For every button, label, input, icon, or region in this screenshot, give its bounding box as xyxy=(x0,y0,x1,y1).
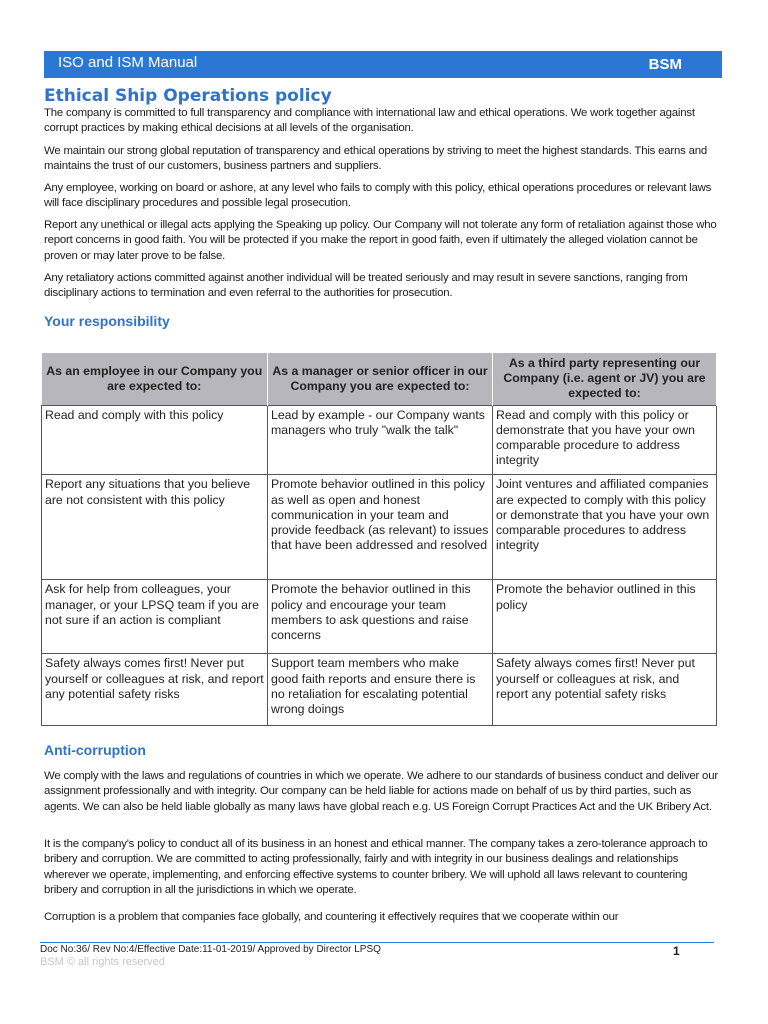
page-title: Ethical Ship Operations policy xyxy=(44,86,332,106)
page-number: 1 xyxy=(673,944,680,958)
copyright-notice: BSM © all rights reserved xyxy=(40,956,165,968)
intro-paragraph-1: The company is committed to full transparency and compliance with international law and ethical operations. We work together against corrupt practices by making ethical decisions at all levels of the organisation. xyxy=(44,107,695,135)
column-header-manager: As a manager or senior officer in our Company you are expected to: xyxy=(268,353,493,405)
table-header-row xyxy=(42,353,717,405)
table-cell: Support team members who make good faith reports and ensure there is no retaliation for escalating potential wrong doings xyxy=(268,654,493,726)
table-cell: Promote behavior outlined in this policy as well as open and honest communication in your team and provide feedback (as relevant) to issues that have been addressed and resolved xyxy=(268,475,493,580)
table-cell: Read and comply with this policy or demonstrate that you have your own comparable procedure to address integrity xyxy=(493,405,717,475)
column-header-third-party: As a third party representing our Company (i.e. agent or JV) you are expected to: xyxy=(493,353,717,405)
anti-corruption-paragraph-3: Corruption is a problem that companies face globally, and countering it effectively requires that we cooperate within our xyxy=(44,911,619,923)
table-cell: Joint ventures and affiliated companies are expected to comply with this policy or demonstrate that you have your own comparable procedures to address integrity xyxy=(493,475,717,580)
anti-corruption-paragraph-2: It is the company's policy to conduct all of its business in an honest and ethical manner. The company takes a zero-tolerance approach to bribery and corruption. We are committed to acting professionally, fairly and with integrity in our business dealings and relationships wherever we operate, implementing, and enforcing effective systems to counter bribery. We will uphold all laws relevant to countering bribery and corruption in all the jurisdictions in which we operate. xyxy=(44,838,708,896)
anti-corruption-paragraph-1: We comply with the laws and regulations of countries in which we operate. We adhere to our standards of business conduct and deliver our assignment professionally and with integrity. Our company can be held liable for actions made on behalf of us by third parties, such as agents. We can also be held liable globally as many laws have global reach e.g. US Foreign Corrupt Practices Act and the UK Bribery Act. xyxy=(44,770,718,813)
table-cell: Ask for help from colleagues, your manager, or your LPSQ team if you are not sure if an action is compliant xyxy=(42,580,268,654)
intro-paragraph-5: Any retaliatory actions committed against another individual will be treated seriously and may result in severe sanctions, ranging from disciplinary actions to termination and even referral to the authorities for prosecution. xyxy=(44,272,688,300)
table-cell: Safety always comes first! Never put yourself or colleagues at risk, and report any potential safety risks xyxy=(493,654,717,726)
intro-paragraph-3: Any employee, working on board or ashore, at any level who fails to comply with this policy, ethical operations procedures or relevant laws will face disciplinary procedures and possible legal prosecution. xyxy=(44,182,712,210)
manual-title: ISO and ISM Manual xyxy=(58,54,198,71)
table-cell: Safety always comes first! Never put yourself or colleagues at risk, and report any potential safety risks xyxy=(42,654,268,726)
table-row xyxy=(42,654,717,726)
responsibility-table xyxy=(41,353,717,726)
company-code: BSM xyxy=(648,56,682,73)
table-cell: Report any situations that you believe are not consistent with this policy xyxy=(42,475,268,580)
table-row xyxy=(42,475,717,580)
table-cell: Read and comply with this policy xyxy=(42,405,268,475)
table-cell: Lead by example - our Company wants managers who truly "walk the talk" xyxy=(268,405,493,475)
footer-document-info: Doc No:36/ Rev No:4/Effective Date:11-01-2019/ Approved by Director LPSQ xyxy=(40,944,381,955)
column-header-employee: As an employee in our Company you are expected to: xyxy=(42,353,268,405)
intro-paragraph-2: We maintain our strong global reputation of transparency and ethical operations by striving to meet the highest standards. This earns and maintains the trust of our customers, business partners and suppliers. xyxy=(44,145,707,173)
responsibility-heading: Your responsibility xyxy=(44,313,170,329)
table-cell: Promote the behavior outlined in this policy xyxy=(493,580,717,654)
header-bar xyxy=(44,51,722,78)
anti-corruption-heading: Anti-corruption xyxy=(44,742,146,758)
table-cell: Promote the behavior outlined in this policy and encourage your team members to ask questions and raise concerns xyxy=(268,580,493,654)
table-row xyxy=(42,580,717,654)
table-row xyxy=(42,405,717,475)
intro-paragraph-4: Report any unethical or illegal acts applying the Speaking up policy. Our Company will not tolerate any form of retaliation against those who report concerns in good faith. You will be protected if you make the report in good faith, even if ultimately the alleged violation cannot be proven or may later prove to be false. xyxy=(44,219,717,262)
footer-divider xyxy=(40,942,714,943)
